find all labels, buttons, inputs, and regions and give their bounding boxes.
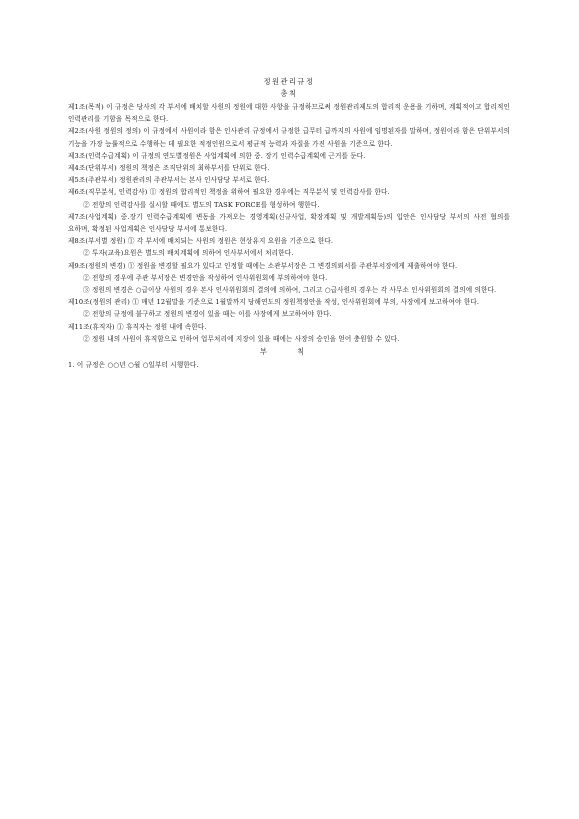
supplementary-item: 1. 이 규정은 ○○년 ○월 ○일부터 시행한다.	[68, 361, 199, 370]
article-10: 제10조(정원의 관리) ① 매년 12월말을 기준으로 1월말까지 당해연도의 정원책정안을 작성, 인사위원회에 부의, 사장에게 보고하여야 한다.	[68, 298, 480, 307]
document-page	[68, 76, 510, 371]
article-9-clause-2: ② 전항의 경우에 주관 부서장은 변경안을 작성하여 인사위원회에 부의하여야 한다.	[83, 273, 328, 282]
article-6-clause-2: ② 전항의 인력감사를 실시할 때에도 별도의 TASK FORCE를 형성하여 행한다.	[83, 200, 320, 209]
article-4: 제4조(단위부서) 정원의 책정은 조직단위의 최하부서를 단위로 한다.	[68, 164, 270, 173]
article-8: 제8조(부서별 정원) ① 각 부서에 배치되는 사원의 정원은 현상유지 요원을 기준으로 한다.	[68, 237, 334, 246]
document-title: 정원관리규정	[263, 77, 315, 86]
article-10-clause-2: ② 전항의 규정에 불구하고 정원의 변경이 있을 때는 이를 사장에게 보고하여야 한다.	[83, 310, 332, 319]
section-heading: 총칙	[280, 89, 298, 98]
article-5: 제5조(주관부서) 정원관리의 주관부서는 본사 인사담당 부서로 한다.	[68, 176, 270, 185]
article-7: 제7조(사업계획) 중.장기 인력수급계획에 변동을 가져오는 경영계획(신규사업, 확장계획 및 개발계획등)의 입안은 인사담당 부서의 사전 협의를 요하며, 확정된 사업계획은 인사담당 부서에 통보한다.	[68, 212, 510, 234]
article-9: 제9조(정원의 변경) ① 정원을 변경할 필요가 있다고 인정할 때에는 소관부서장은 그 변경의뢰서를 주관부서장에게 제출하여야 한다.	[68, 261, 458, 270]
article-11: 제11조(휴직자) ① 휴직자는 정원 내에 속한다.	[68, 322, 207, 331]
supplementary-heading: 부 칙	[259, 347, 319, 357]
article-3: 제3조(인력수급계획) 이 규정의 연도별정원은 사업계획에 의한 중. 장기 인력수급계획에 근거를 둔다.	[68, 151, 366, 160]
article-6: 제6조(직무분석, 인력감사) ① 정원의 합리적인 책정을 위하여 필요한 경우에는 직무분석 및 인력감사를 한다.	[68, 188, 390, 197]
article-1: 제1조(목적) 이 규정은 당사의 각 부서에 배치할 사원의 정원에 대한 사항을 규정하므로써 정원관리제도의 합리적 운용을 기하며, 계획적이고 합리적인 인력관리를 기함을 목적으로 한다.	[68, 103, 510, 124]
article-2: 제2조(사원 정원의 정의) 이 규정에서 사원이라 함은 인사관리 규정에서 규정한 급무터 급까지의 사원에 임명된자를 말하며, 정원이라 함은 단위부서의 기능을 가장 능률적으로 수행하는 데 필요한 적정인원으로서 평균적 능력과 자질을 가진 사원을 기준으로 한다.	[68, 127, 510, 148]
article-11-clause-2: ② 정원 내의 사원이 휴직함으로 인하여 업무처리에 지장이 있을 때에는 사장의 승인을 얻어 충원할 수 있다.	[83, 334, 400, 343]
article-9-clause-3: ③ 정원의 변경은 ○급이상 사원의 경우 본사 인사위원회의 결의에 의하여, 그리고 ○급사원의 경우는 각 사무소 인사위원회의 결의에 의한다.	[83, 286, 497, 295]
article-8-clause-2: ② 투자(교육)요원은 별도의 배치계획에 의하여 인사부서에서 처리한다.	[83, 249, 294, 258]
